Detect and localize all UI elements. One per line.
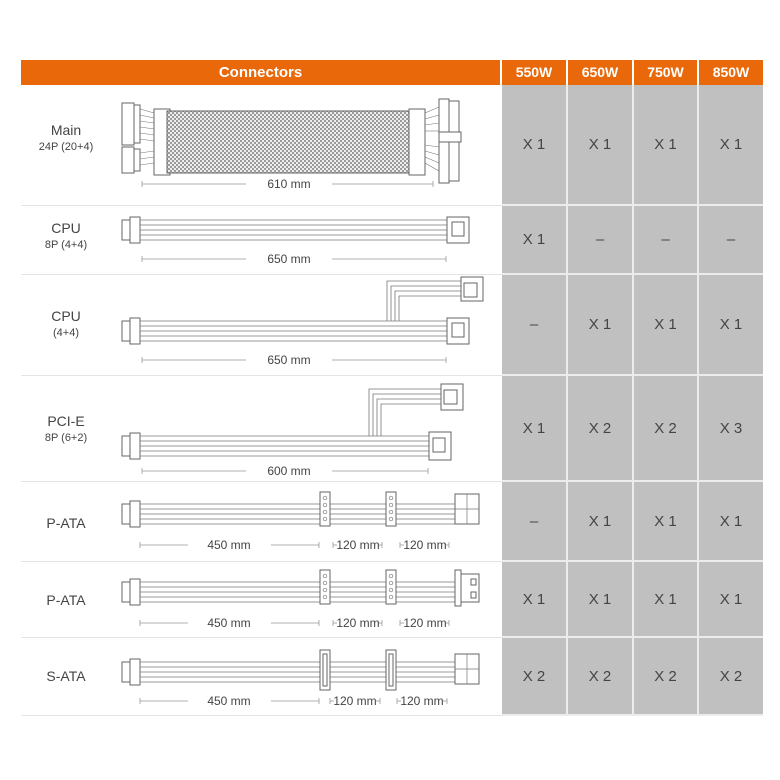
cell-650w: – xyxy=(568,206,634,275)
cell-850w: X 1 xyxy=(699,275,763,376)
svg-text:120 mm: 120 mm xyxy=(333,694,377,708)
cell-550w: X 1 xyxy=(502,562,568,638)
cell-650w: X 2 xyxy=(568,376,634,482)
sata-cable-icon xyxy=(21,638,502,716)
cell-850w: X 1 xyxy=(699,85,763,206)
cell-750w: X 1 xyxy=(634,275,699,376)
connector-name: P-ATA xyxy=(46,592,86,608)
connector-spec: (4+4) xyxy=(53,327,79,339)
pata-cable-icon xyxy=(21,482,502,562)
header-connectors: Connectors xyxy=(21,60,500,85)
cell-750w: X 2 xyxy=(634,376,699,482)
row-cable-area xyxy=(21,562,502,638)
header-850w: 850W xyxy=(699,60,763,85)
svg-text:450 mm: 450 mm xyxy=(207,694,251,708)
svg-text:120 mm: 120 mm xyxy=(336,538,380,552)
connector-name: CPU xyxy=(51,220,81,236)
row-cable-area xyxy=(21,206,502,275)
main-24p-cable-icon xyxy=(21,85,502,206)
header-750w: 750W xyxy=(634,60,697,85)
svg-text:120 mm: 120 mm xyxy=(400,694,444,708)
svg-text:450 mm: 450 mm xyxy=(207,616,251,630)
connector-name: S-ATA xyxy=(46,668,86,684)
cell-550w: X 1 xyxy=(502,85,568,206)
svg-text:450 mm: 450 mm xyxy=(207,538,251,552)
connector-name: P-ATA xyxy=(46,515,86,531)
connector-name: PCI-E xyxy=(47,413,85,429)
cell-550w: X 1 xyxy=(502,206,568,275)
svg-text:650 mm: 650 mm xyxy=(267,353,311,367)
cell-650w: X 1 xyxy=(568,275,634,376)
cell-850w: X 1 xyxy=(699,482,763,562)
svg-text:120 mm: 120 mm xyxy=(403,616,447,630)
cell-550w: X 1 xyxy=(502,376,568,482)
cell-850w: – xyxy=(699,206,763,275)
row-cable-area xyxy=(21,376,502,482)
cell-850w: X 1 xyxy=(699,562,763,638)
cell-750w: X 1 xyxy=(634,85,699,206)
cable-length: 610 mm xyxy=(267,177,311,191)
svg-text:600 mm: 600 mm xyxy=(267,464,311,478)
table-row-cpu-4plus4 xyxy=(21,275,763,376)
row-cable-area xyxy=(21,275,502,376)
header-550w: 550W xyxy=(502,60,566,85)
connector-spec: 24P (20+4) xyxy=(38,141,94,153)
connector-spec: 8P (4+4) xyxy=(44,239,88,251)
cell-650w: X 1 xyxy=(568,562,634,638)
cell-550w: – xyxy=(502,482,568,562)
cell-850w: X 3 xyxy=(699,376,763,482)
table-row-cpu-8p xyxy=(21,206,763,275)
cell-850w: X 2 xyxy=(699,638,763,716)
table-row-sata xyxy=(21,638,763,716)
table-row-pcie xyxy=(21,376,763,482)
table-row-main-24p xyxy=(21,85,763,206)
svg-text:120 mm: 120 mm xyxy=(336,616,380,630)
pcie-cable-icon xyxy=(21,376,502,482)
cell-750w: X 1 xyxy=(634,482,699,562)
connector-name: Main xyxy=(50,122,82,138)
cell-650w: X 1 xyxy=(568,482,634,562)
cpu-8p-cable-icon xyxy=(21,206,502,275)
cell-750w: X 2 xyxy=(634,638,699,716)
cpu-4plus4-cable-icon xyxy=(21,275,502,376)
row-cable-area xyxy=(21,638,502,716)
table-row-pata-1 xyxy=(21,482,763,562)
cell-650w: X 2 xyxy=(568,638,634,716)
connector-name: CPU xyxy=(51,308,81,324)
connector-spec: 8P (6+2) xyxy=(44,432,88,444)
cell-650w: X 1 xyxy=(568,85,634,206)
cell-750w: X 1 xyxy=(634,562,699,638)
svg-text:120 mm: 120 mm xyxy=(403,538,447,552)
svg-text:650 mm: 650 mm xyxy=(267,252,311,266)
cell-550w: – xyxy=(502,275,568,376)
cell-750w: – xyxy=(634,206,699,275)
pata-molex-cable-icon xyxy=(21,562,502,638)
header-650w: 650W xyxy=(568,60,632,85)
row-cable-area xyxy=(21,482,502,562)
row-cable-area xyxy=(21,85,502,206)
cell-550w: X 2 xyxy=(502,638,568,716)
table-row-pata-2 xyxy=(21,562,763,638)
